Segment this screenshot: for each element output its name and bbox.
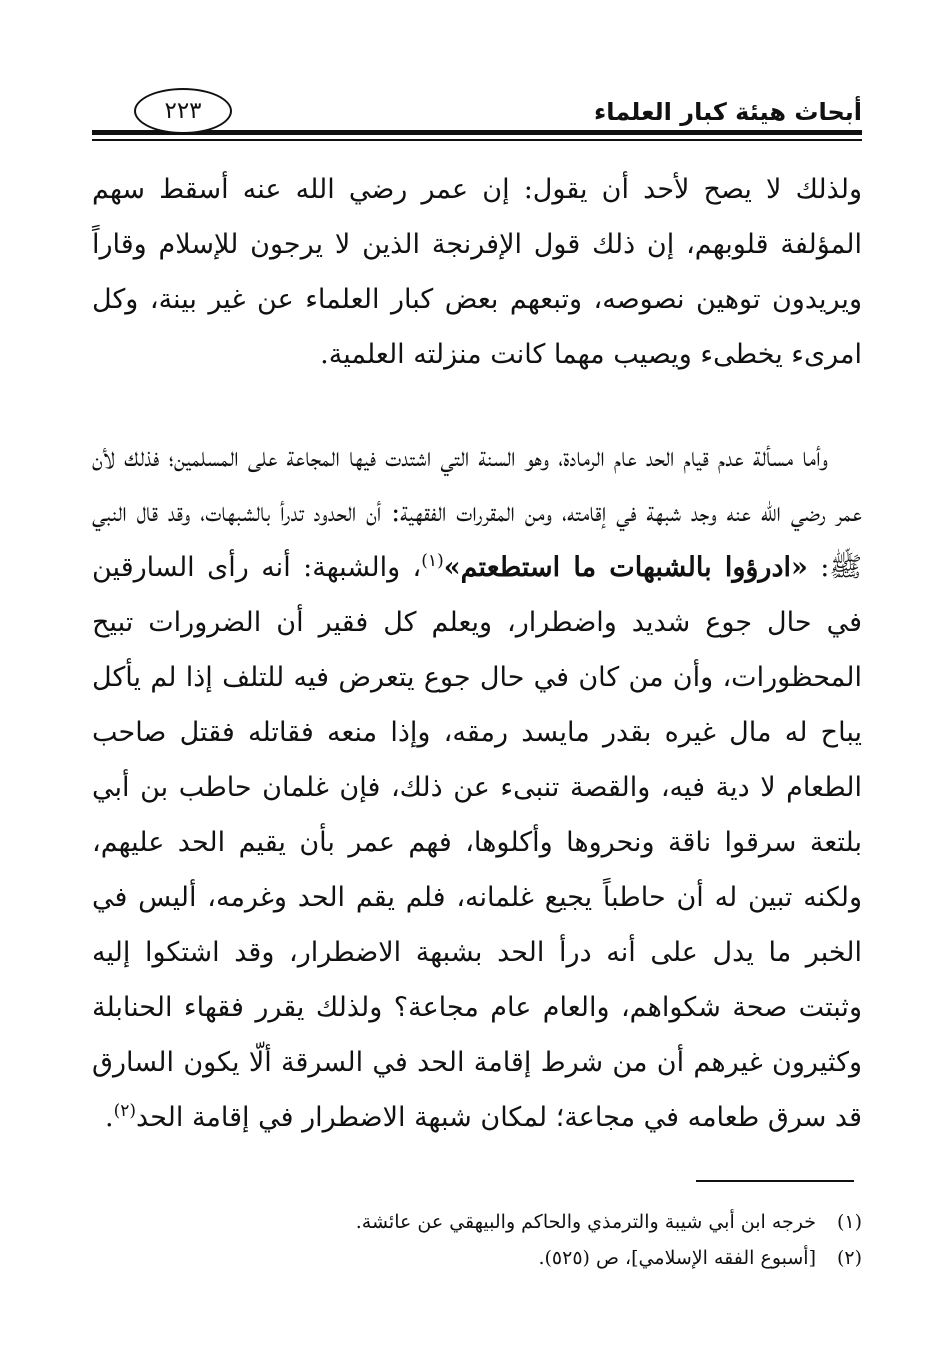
paragraph-2-text-b: ، والشبهة: أنه رأى السارقين في حال جوع شديد واضطرار، ويعلم كل فقير أن الضرورات تبيح المحظورات، وأن من كان في حال جوع يتعرض فيه للتلف إذا لم يأكل يباح له مال غيره بقدر مايسد رمقه، وإذا منعه فقاتله فقتل صاحب الطعام لا دية فيه، والقصة تنبىء عن ذلك، فإن غلمان حاطب بن أبي بلتعة سرقوا ناقة ونحروها وأكلوها، فهم عمر بأن يقيم الحد عليهم، ولكنه تبين له أن حاطباً يجيع غلمانه، فلم يقم الحد وغرمه، أليس في الخبر ما يدل على أنه درأ الحد بشبهة الاضطرار، وقد اشتكوا إليه وثبتت صحة شكواهم، والعام عام مجاعة؟ ولذلك يقرر فقهاء الحنابلة وكثيرون غيرهم أن من شرط إقامة الحد في السرقة ألّا يكون السارق قد سرق طعامه في مجاعة؛ لمكان شبهة الاضطرار في إقامة الحد <box>92 552 862 1133</box>
paragraph-1 <box>92 162 862 382</box>
paragraph-1-text: ولذلك لا يصح لأحد أن يقول: إن عمر رضي الله عنه أسقط سهم المؤلفة قلوبهم، إن ذلك قول الإفرنجة الذين لا يرجون للإسلام وقاراً ويريدون توهين نصوصه، وتبعهم بعض كبار العلماء عن غير بينة، وكل امرىء يخطىء ويصيب مهما كانت منزلته العلمية. <box>92 174 862 370</box>
footnote-ref-2[interactable]: (٢) <box>113 1101 137 1121</box>
footnotes <box>92 1204 862 1276</box>
footnote-text: [أسبوع الفقه الإسلامي]، ص (٥٢٥). <box>538 1247 816 1269</box>
footnote-separator <box>696 1180 854 1182</box>
page-number: ٢٢٣ <box>134 88 232 134</box>
footnote-item <box>92 1240 862 1276</box>
book-title: أبحاث هيئة كبار العلماء <box>593 98 862 126</box>
footnote-ref-1[interactable]: (١) <box>421 551 444 571</box>
footnote-number: (٢) <box>836 1247 862 1269</box>
footnote-item <box>92 1204 862 1240</box>
hadith-quote: «ادرؤوا بالشبهات ما استطعتم» <box>443 552 808 583</box>
page-header <box>92 80 862 150</box>
paragraph-2-text-a: وأما مسألة عدم قيام الحد عام الرمادة، وهو السنة التي اشتدت فيها المجاعة على المسلمين؛ فذلك لأن عمر رضي الله عنه وجد شبهة في إقامته، ومن المقررات الفقهية: أن الحدود تدرأ بالشبهات، وقد قال النبي ﷺ: <box>92 442 862 583</box>
paragraph-2 <box>92 430 862 1145</box>
paragraph-2-end: . <box>105 1102 114 1133</box>
footnote-number: (١) <box>836 1211 862 1233</box>
header-rule-thin <box>92 139 862 141</box>
footnote-text: خرجه ابن أبي شيبة والترمذي والحاكم والبيهقي عن عائشة. <box>355 1211 816 1233</box>
